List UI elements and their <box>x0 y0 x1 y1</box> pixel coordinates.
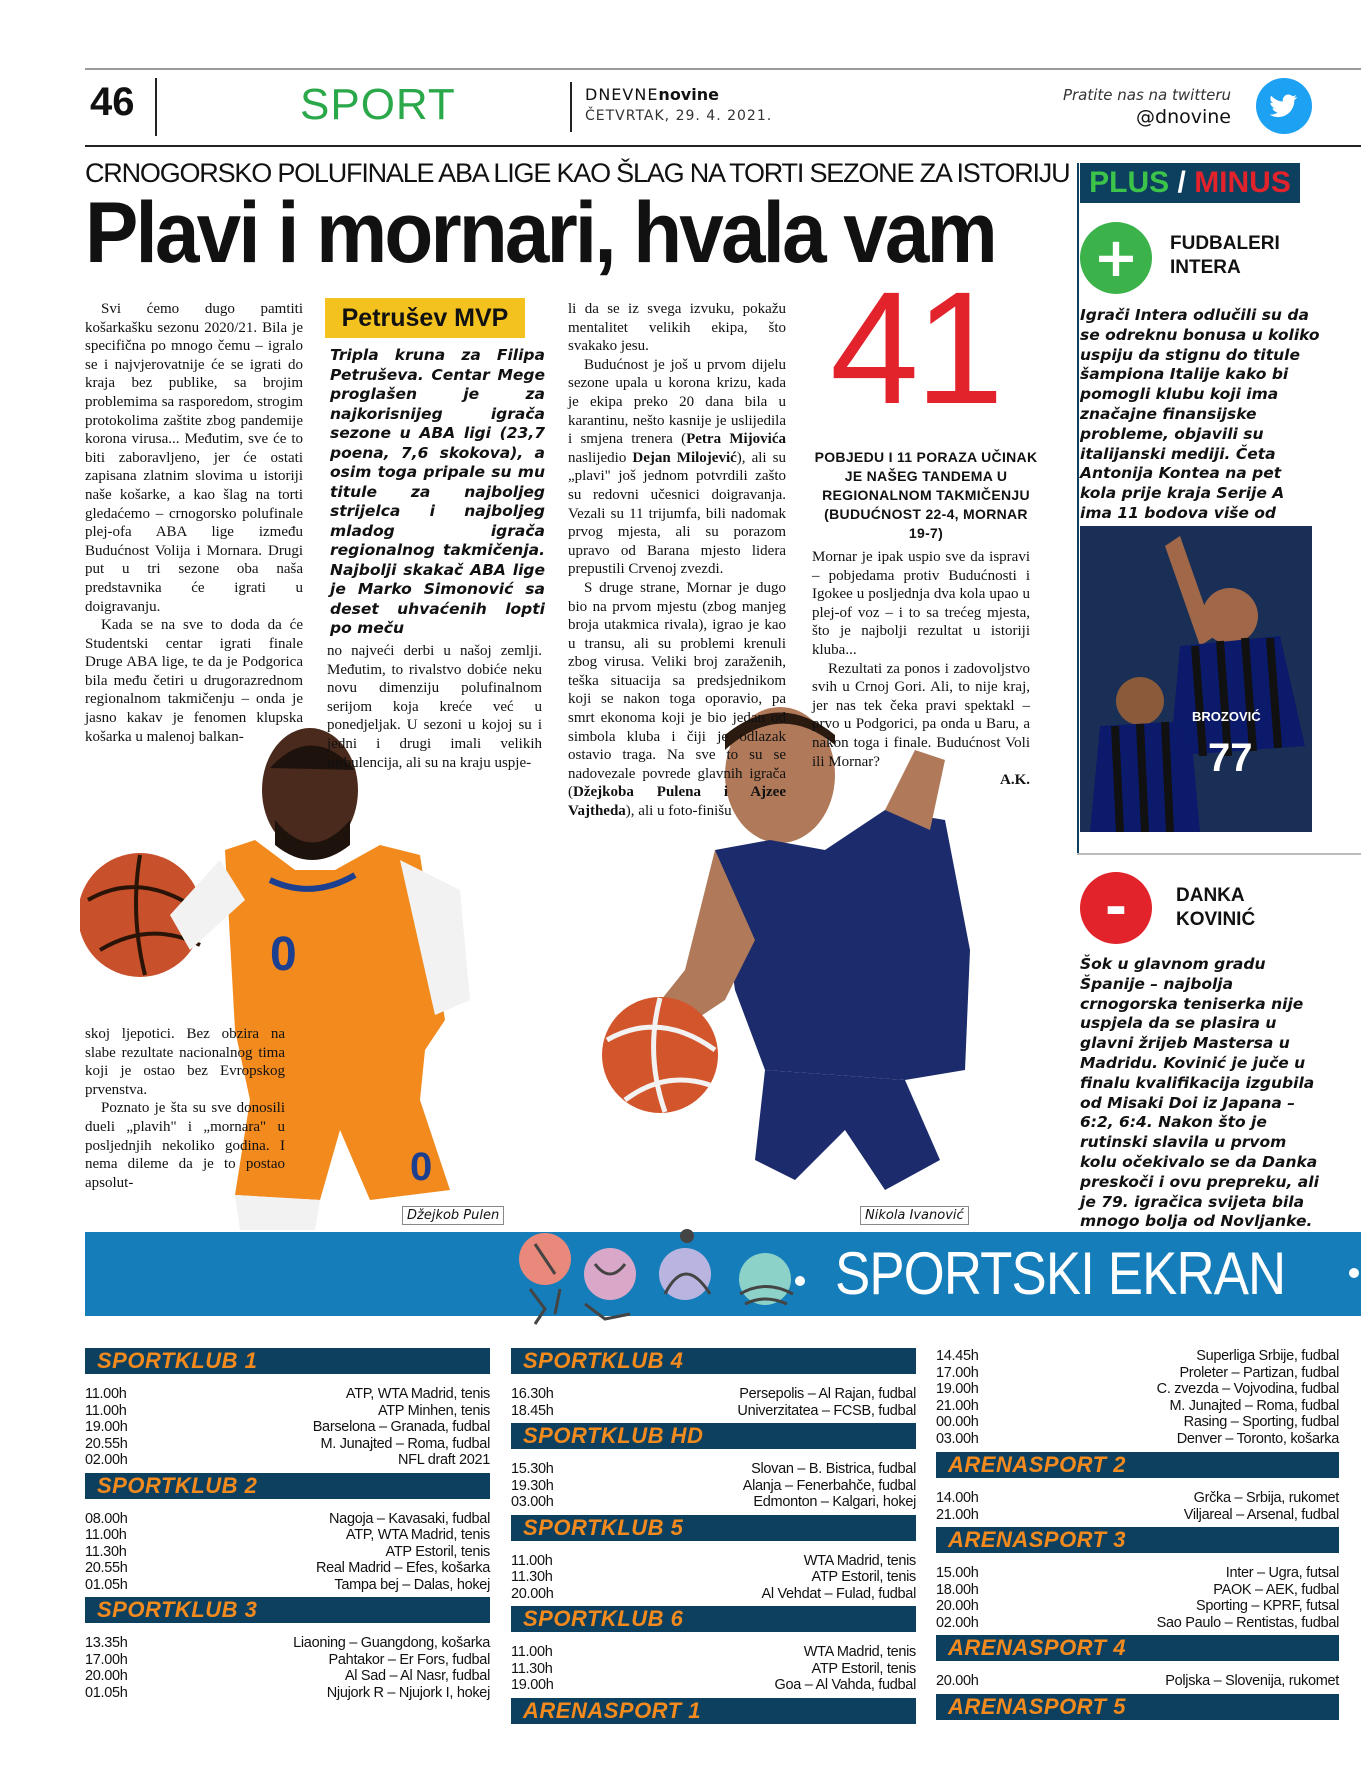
article-column-4 <box>812 548 1030 790</box>
tv-listing-time: 18.45h <box>511 1402 554 1419</box>
tv-listing-event: Edmonton – Kalgari, hokej <box>753 1494 916 1510</box>
tv-listing-time: 19.30h <box>511 1477 554 1494</box>
tv-listing-event: Al Vehdat – Fulad, fudbal <box>761 1585 916 1602</box>
tv-listing-event: M. Junajted – Roma, fudbal <box>320 1435 490 1452</box>
tv-listing-event: M. Junajted – Roma, fudbal <box>1169 1397 1339 1414</box>
plusminus-rule <box>1077 163 1079 853</box>
tv-listing-event: Nagoja – Kavasaki, fudbal <box>329 1510 490 1527</box>
tv-listing-time: 19.00h <box>936 1381 979 1397</box>
tv-listing-row <box>85 1386 490 1403</box>
tv-listing-time: 19.00h <box>511 1677 554 1693</box>
tv-listing-event: NFL draft 2021 <box>398 1452 490 1468</box>
tv-listing-event: ATP, WTA Madrid, tenis <box>345 1386 490 1402</box>
tv-listing-row <box>85 1668 490 1685</box>
tv-listing-time: 00.00h <box>936 1414 979 1430</box>
tv-listing-event: Sporting – KPRF, futsal <box>1195 1598 1339 1614</box>
tv-listing-row <box>511 1403 916 1420</box>
tv-channel-header: SPORTKLUB HD <box>511 1423 916 1449</box>
tv-listing-event: Poljska – Slovenija, rukomet <box>1165 1673 1339 1689</box>
sport-pictograms-icon <box>515 1224 815 1332</box>
tv-listing-time: 15.30h <box>511 1461 554 1477</box>
tv-listing-time: 03.00h <box>936 1430 979 1447</box>
article-column-3 <box>568 300 786 821</box>
tv-channel-header: SPORTKLUB 2 <box>85 1473 490 1499</box>
paragraph: S druge strane, Mornar je dugo bio na prvom mjestu (zbog manjeg broja utakmica rivala), igrao je kao u transu, ali su problemi krenuli zbog virusa. Veliki broj zaraženih, teška situacija sa predsjednikom koji se nakon toga oporavio, pa smrt ekonoma koji je bio jedan od simbola kluba i čiji je odlazak ostavio traga. Na sve to su se nadovezale povrede glavnih igrača (Džejkoba Pulena i Ajzee Vajtheda), ali u foto-finišu <box>568 579 786 820</box>
tv-listing-event: Al Sad – Al Nasr, fudbal <box>344 1668 490 1684</box>
tv-listing-event: Persepolis – Al Rajan, fudbal <box>739 1386 916 1402</box>
svg-text:0: 0 <box>410 1145 433 1189</box>
tv-listing-time: 16.30h <box>511 1386 554 1402</box>
tv-column-3-top <box>936 1348 1339 1447</box>
tv-listing-row <box>511 1677 916 1694</box>
header-divider <box>155 78 157 136</box>
plus-text: Igrači Intera odlučili su da se odreknu bonusa u koliko uspiju da stignu do titule šampiona Italije kako bi pomogli klubu koji ima značajne finansijske probleme, objavili su italijanski mediji. Četa Antonija Kontea na pet kola prije kraja Serije A ima 11 bodova više od <box>1080 306 1320 522</box>
tv-listing-time: 20.00h <box>936 1598 979 1614</box>
tv-channel-header: SPORTKLUB 3 <box>85 1597 490 1623</box>
tv-listing-row <box>936 1582 1339 1599</box>
tv-listing-time: 20.00h <box>511 1585 554 1602</box>
tv-listing-event: Rasing – Sporting, fudbal <box>1183 1414 1339 1430</box>
tv-listing-row <box>85 1652 490 1669</box>
tv-listing-time: 02.00h <box>85 1452 128 1468</box>
tv-listing-time: 17.00h <box>85 1651 128 1668</box>
tv-listing-event: C. zvezda – Vojvodina, fudbal <box>1156 1381 1339 1397</box>
minus-text: Šok u glavnom gradu Španije – najbolja crnogorska teniserka nije uspjela da se plasira u glavni žrijeb Mastersa u Madridu. Kovinić je juče u finalu kvalifikacija izgubila od Misaki Doi iz Japana – 6:2, 6:4. Nakon što je rutinski slavila u prvom kolu očekivalo se da Danka preskoči i ovu prepreku, ali je 79. igračica svijeta bila mnogo bolja od Novljanke. <box>1080 955 1319 1231</box>
article-column-2 <box>327 642 542 772</box>
tv-listing-time: 11.00h <box>511 1552 553 1569</box>
twitter-text: Pratite nas na twitteru <box>1062 86 1231 104</box>
paragraph: Budućnost je još u prvom dijelu sezone upala u korona krizu, kada je ekipa preko 20 dana bila u karantinu, nešto kasnije je uslijedila i smjena trenera (Petra Mijovića naslijedio Dejan Milojević), ali su „plavi" još jednom potvrdili zašto su redovni učesnici doigravanja. Vezali su 11 trijumfa, bili nadomak prvog mjesta, ali su porazom upravo od Barana mjesto lidera prepustili Crvenoj zvezdi. <box>568 356 787 578</box>
tv-listing-row <box>936 1414 1339 1431</box>
tv-listing-event: Liaoning – Guangdong, košarka <box>293 1635 490 1651</box>
top-rule <box>85 68 1361 70</box>
tv-listing-row <box>936 1598 1339 1615</box>
mvp-box-text: Tripla kruna za Filipa Petruševa. Centar Mege proglašen je za najkorisnijeg igrača sezone u ABA ligi (23,7 poena, 7,6 skokova), a osim toga pripale su mu titule za najboljeg strijelca i najboljeg mladog igrača regionalnog takmičenja. Najbolji skakač ABA lige je Marko Simonović sa deset uhvaćenih lopti po meču <box>330 346 545 637</box>
tv-channel-header: ARENASPORT 3 <box>936 1527 1339 1553</box>
tv-listing-event: Denver – Toronto, košarka <box>1176 1430 1339 1447</box>
plus-icon: + <box>1080 222 1152 294</box>
photo-caption-left: Džejkob Pulen <box>402 1206 504 1225</box>
tv-listing-time: 02.00h <box>936 1614 979 1631</box>
tv-listing-event: ATP Estoril, tenis <box>385 1543 490 1560</box>
tv-listing-row <box>85 1560 490 1577</box>
jersey-name: BROZOVIĆ <box>1192 709 1261 724</box>
tv-listing-time: 11.00h <box>85 1402 127 1419</box>
tv-listing-row <box>85 1635 490 1652</box>
tv-listing-row <box>85 1419 490 1436</box>
tv-channel-header: SPORTKLUB 6 <box>511 1606 916 1632</box>
tv-listing-event: Goa – Al Vahda, fudbal <box>774 1677 916 1693</box>
tv-listing-row <box>511 1494 916 1511</box>
minus-icon: - <box>1080 872 1152 944</box>
plusminus-title: PLUS / MINUS <box>1080 163 1300 203</box>
tv-listing-time: 11.30h <box>511 1660 553 1677</box>
tv-listing-event: Barselona – Granada, fudbal <box>312 1419 490 1435</box>
tv-listing-time: 19.00h <box>85 1419 128 1435</box>
banner-dot <box>1349 1268 1359 1278</box>
issue-date: ČETVRTAK, 29. 4. 2021. <box>585 108 773 124</box>
tv-listing-time: 20.00h <box>85 1668 128 1684</box>
paragraph: li da se iz svega izvuku, pokažu mentalitet velikih ekipa, što svakako jesu. <box>568 301 786 355</box>
paragraph: Mornar je ipak uspio sve da ispravi – pobjedama protiv Budućnosti i Igokee u posljednja dva kola upao u plej-of voz – i to sa trećeg mjesta, što je najbolji rezultat u istoriji kluba... <box>812 549 1030 658</box>
tv-listing-row <box>511 1386 916 1403</box>
tv-listing-event: ATP, WTA Madrid, tenis <box>345 1527 490 1543</box>
tv-listing-time: 01.05h <box>85 1576 128 1593</box>
tv-listing-time: 11.30h <box>511 1569 553 1585</box>
tv-listing-row <box>85 1511 490 1528</box>
tv-listing-time: 11.30h <box>85 1543 127 1560</box>
tv-listing-time: 20.55h <box>85 1560 128 1576</box>
tv-listing-event: Slovan – B. Bistrica, fudbal <box>751 1461 916 1477</box>
article-headline: Plavi i mornari, hvala vam <box>85 185 995 281</box>
tv-listing-event: ATP Estoril, tenis <box>811 1660 916 1677</box>
tv-listing-event: WTA Madrid, tenis <box>803 1552 916 1569</box>
tv-listing-event: Njujork R – Njujork I, hokej <box>326 1684 490 1701</box>
plus-heading: FUDBALERI INTERA <box>1170 233 1280 278</box>
tv-listing-row <box>511 1586 916 1603</box>
twitter-handle[interactable]: @dnovine <box>1136 106 1231 128</box>
tv-listing-time: 15.00h <box>936 1565 979 1581</box>
tv-listing-row <box>85 1527 490 1544</box>
header-rule <box>85 145 1361 147</box>
tv-channel-header: ARENASPORT 5 <box>936 1694 1339 1720</box>
tv-listing-event: Univerzitatea – FCSB, fudbal <box>737 1402 916 1419</box>
tv-listing-event: ATP Estoril, tenis <box>811 1569 916 1585</box>
tv-channel-header: ARENASPORT 2 <box>936 1452 1339 1478</box>
tv-listing-time: 20.55h <box>85 1435 128 1452</box>
tv-listing-time: 17.00h <box>936 1364 979 1381</box>
tv-listing-event: Viljareal – Arsenal, fudbal <box>1183 1506 1339 1523</box>
tv-listing-event: Alanja – Fenerbahče, fudbal <box>742 1477 916 1494</box>
tv-listing-row <box>936 1615 1339 1632</box>
mvp-box-title: Petrušev MVP <box>325 298 525 338</box>
section-title: SPORT <box>300 80 456 129</box>
tv-channel-header: SPORTKLUB 5 <box>511 1515 916 1541</box>
article-kicker: CRNOGORSKO POLUFINALE ABA LIGE KAO ŠLAG NA TORTI SEZONE ZA ISTORIJU <box>85 158 1070 188</box>
tv-listing-time: 03.00h <box>511 1494 554 1510</box>
tv-listing-row <box>85 1452 490 1469</box>
tv-listing-row <box>936 1431 1339 1448</box>
tv-listing-time: 18.00h <box>936 1581 979 1598</box>
tv-channel-header: SPORTKLUB 1 <box>85 1348 490 1374</box>
article-column-1-continued <box>85 1025 285 1192</box>
tv-listing-row <box>936 1507 1339 1524</box>
tv-listing-time: 08.00h <box>85 1510 128 1527</box>
tv-listing-event: Inter – Ugra, futsal <box>1225 1565 1339 1581</box>
tv-channel-header: ARENASPORT 1 <box>511 1698 916 1724</box>
tv-listing-event: Proleter – Partizan, fudbal <box>1179 1364 1339 1381</box>
tv-listing-row <box>511 1644 916 1661</box>
tv-column-2 <box>511 1344 916 1736</box>
tv-listing-row <box>511 1461 916 1478</box>
tv-listing-time: 21.00h <box>936 1506 979 1523</box>
tv-listing-time: 21.00h <box>936 1397 979 1414</box>
banner-title: SPORTSKI EKRAN <box>835 1240 1286 1307</box>
tv-listing-event: PAOK – AEK, fudbal <box>1213 1581 1339 1598</box>
tv-listing-time: 11.00h <box>85 1527 127 1543</box>
twitter-bird-icon[interactable] <box>1256 78 1312 134</box>
paragraph: skoj ljepotici. Bez obzira na slabe rezultate nacionalnog tima koji je ostao bez Evropskog prvenstva. <box>85 1026 285 1098</box>
tv-listing-time: 11.00h <box>511 1644 553 1660</box>
header-divider <box>570 82 572 132</box>
tv-listing-time: 14.00h <box>936 1490 979 1506</box>
tv-listing-event: WTA Madrid, tenis <box>803 1644 916 1660</box>
tv-listing-event: Tampa bej – Dalas, hokej <box>334 1576 490 1593</box>
author-initials: A.K. <box>1000 772 1030 789</box>
tv-listing-row <box>85 1436 490 1453</box>
tv-listing-time: 11.00h <box>85 1386 127 1402</box>
tv-listing-time: 01.05h <box>85 1684 128 1701</box>
tv-listing-row <box>936 1673 1339 1690</box>
minus-heading: DANKA KOVINIĆ <box>1176 885 1256 930</box>
tv-listing-row <box>85 1685 490 1702</box>
paragraph: no najveći derbi u našoj zemlji. Međutim, to rivalstvo dobiće neku novu dimenziju polufinalnom serijom koja kreće već u ponedjeljak. U sezoni u kojoj su i jedni i drugi imali velikih turbulencija, ali su na kraju uspje- <box>327 643 542 771</box>
tv-listing-row <box>936 1490 1339 1507</box>
tv-listing-event: Sao Paulo – Rentistas, fudbal <box>1156 1614 1339 1631</box>
tv-listing-row <box>936 1381 1339 1398</box>
tv-listing-row <box>85 1403 490 1420</box>
tv-channel-header: ARENASPORT 4 <box>936 1635 1339 1661</box>
tv-listing-row <box>936 1398 1339 1415</box>
tv-listing-row <box>85 1544 490 1561</box>
tv-listing-row <box>511 1553 916 1570</box>
tv-column-3 <box>936 1448 1339 1732</box>
tv-listing-event: Superliga Srbije, fudbal <box>1196 1348 1339 1364</box>
tv-listing-row <box>936 1365 1339 1382</box>
tv-listing-row <box>85 1577 490 1594</box>
tv-listing-event: Real Madrid – Efes, košarka <box>315 1560 490 1576</box>
tv-listing-row <box>511 1478 916 1495</box>
newspaper-brand: DNEVNEnovine <box>585 85 719 104</box>
tv-listing-time: 13.35h <box>85 1635 128 1651</box>
tv-column-1 <box>85 1344 490 1701</box>
svg-text:77: 77 <box>1208 736 1253 780</box>
tv-listing-row <box>936 1565 1339 1582</box>
photo-caption-right: Nikola Ivanović <box>860 1206 969 1225</box>
tv-listing-time: 20.00h <box>936 1673 979 1689</box>
paragraph: Svi ćemo dugo pamtiti košarkašku sezonu 2020/21. Bila je specifična po mnogo čemu – igralo se i najvjerovatnije će se igrati do kraja bez publike, sa brojim problemima sa rasporedom, strogim protokolima zaštite zbog pandemije korona virusa... Međutim, sve će to biti zaboravljeno, jer će ostati zapisana zlatnim slovima u istoriji naše košarke, a kao šlag na torti gledaćemo – crnogorsko polufinale plej-ofa ABA lige između Budućnost Volija i Mornara. Drugi put u tri sezone oba naša predstavnika će igrati u doigravanju. <box>85 301 303 615</box>
tv-listing-row <box>936 1348 1339 1365</box>
tv-listing-event: Grčka – Srbija, rukomet <box>1193 1490 1339 1506</box>
tv-listing-time: 14.45h <box>936 1348 979 1364</box>
svg-text:0: 0 <box>270 928 297 981</box>
stat-number: 41 <box>830 258 1000 437</box>
paragraph: Rezultati za ponos i zadovoljstvo svih u Crnoj Gori. Ali, to nije kraj, jer nas tek čeka pravi spektakl – prvo u Podgorici, pa onda u Baru, a nakon toga i finale. Budućnost Voli ili Mornar? <box>812 660 1030 770</box>
page-number: 46 <box>90 80 135 124</box>
tv-channel-header: SPORTKLUB 4 <box>511 1348 916 1374</box>
plusminus-divider <box>1077 853 1361 855</box>
paragraph: Poznato je šta su sve donosili dueli „plavih" i „mornara" u posljednjih nekoliko godina. I nema dileme da je to postao apsolut- <box>85 1100 285 1191</box>
tv-listing-row <box>511 1661 916 1678</box>
stat-caption: POBJEDU I 11 PORAZA UČINAK JE NAŠEG TANDEMA U REGIONALNOM TAKMIČENJU (BUDUĆNOST 22-4, MORNAR 19-7) <box>814 449 1038 541</box>
tv-listing-row <box>511 1569 916 1586</box>
article-column-1 <box>85 300 303 746</box>
photo-inter-players <box>1080 526 1312 832</box>
tv-listing-event: Pahtakor – Er Fors, fudbal <box>328 1651 490 1668</box>
tv-listing-event: ATP Minhen, tenis <box>377 1402 490 1419</box>
paragraph: Kada se na sve to doda da će Studentski centar igrati finale Druge ABA lige, te da je Podgorica bila među četiri u drugorazrednom regionalnom takmičenju – onda je jasno kakav je fenomen klupska košarka u malenoj balkan- <box>85 617 303 745</box>
